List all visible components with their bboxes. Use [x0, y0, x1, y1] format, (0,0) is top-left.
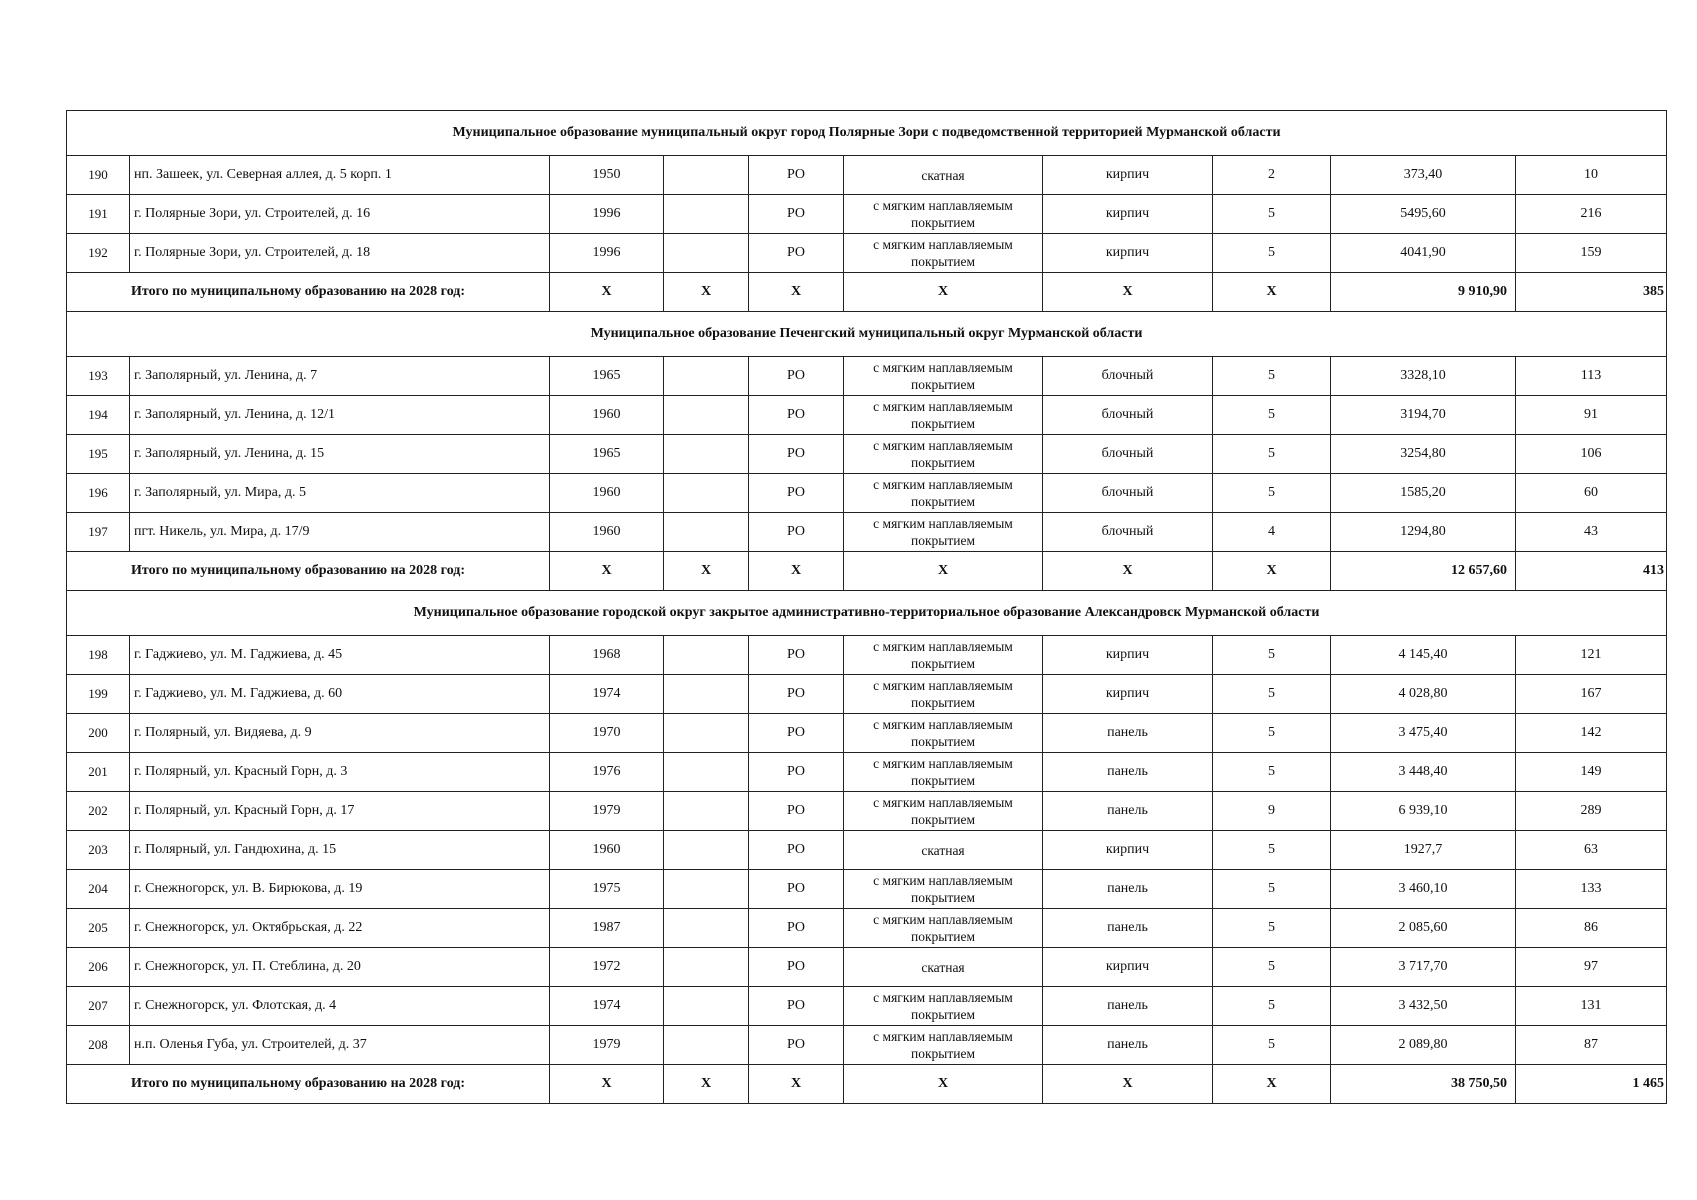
wall-material-cell: кирпич — [1043, 195, 1213, 234]
roof-type-cell: с мягким наплавляемым покрытием — [844, 474, 1043, 513]
address-cell: пгт. Никель, ул. Мира, д. 17/9 — [130, 513, 550, 552]
wall-material-cell: панель — [1043, 870, 1213, 909]
wall-material-cell: панель — [1043, 1026, 1213, 1065]
method-cell: РО — [749, 474, 844, 513]
roof-type-cell: с мягким наплавляемым покрытием — [844, 396, 1043, 435]
extra-cell — [664, 195, 749, 234]
year-cell: 1979 — [550, 1026, 664, 1065]
row-number: 196 — [67, 474, 130, 513]
section-header-row — [67, 312, 1667, 357]
section-title: Муниципальное образование городской округ закрытое административно-территориальное образование Александровск Мурманской области — [67, 591, 1667, 636]
wall-material-cell: панель — [1043, 792, 1213, 831]
residents-cell: 167 — [1516, 675, 1667, 714]
roof-type-cell: с мягким наплавляемым покрытием — [844, 234, 1043, 273]
table-row — [67, 753, 1667, 792]
area-cell: 3 432,50 — [1331, 987, 1516, 1026]
method-cell: РО — [749, 831, 844, 870]
wall-material-cell: кирпич — [1043, 831, 1213, 870]
year-cell: 1968 — [550, 636, 664, 675]
total-mark: X — [749, 552, 844, 591]
address-cell: г. Снежногорск, ул. Флотская, д. 4 — [130, 987, 550, 1026]
residents-cell: 86 — [1516, 909, 1667, 948]
floors-cell: 2 — [1213, 156, 1331, 195]
wall-material-cell: кирпич — [1043, 156, 1213, 195]
residents-cell: 97 — [1516, 948, 1667, 987]
address-cell: г. Полярный, ул. Гандюхина, д. 15 — [130, 831, 550, 870]
floors-cell: 5 — [1213, 870, 1331, 909]
address-cell: г. Полярный, ул. Красный Горн, д. 3 — [130, 753, 550, 792]
total-mark: X — [1043, 273, 1213, 312]
floors-cell: 5 — [1213, 753, 1331, 792]
roof-type-cell: с мягким наплавляемым покрытием — [844, 195, 1043, 234]
year-cell: 1976 — [550, 753, 664, 792]
total-mark: X — [1043, 552, 1213, 591]
extra-cell — [664, 675, 749, 714]
row-number: 201 — [67, 753, 130, 792]
area-cell: 3 475,40 — [1331, 714, 1516, 753]
year-cell: 1960 — [550, 513, 664, 552]
extra-cell — [664, 1026, 749, 1065]
wall-material-cell: блочный — [1043, 474, 1213, 513]
extra-cell — [664, 753, 749, 792]
total-row — [67, 273, 1667, 312]
wall-material-cell: кирпич — [1043, 636, 1213, 675]
area-cell: 2 089,80 — [1331, 1026, 1516, 1065]
total-mark: X — [664, 552, 749, 591]
floors-cell: 5 — [1213, 1026, 1331, 1065]
table-row — [67, 195, 1667, 234]
table-row — [67, 357, 1667, 396]
area-cell: 3 448,40 — [1331, 753, 1516, 792]
area-cell: 3 717,70 — [1331, 948, 1516, 987]
roof-type-cell: с мягким наплавляемым покрытием — [844, 675, 1043, 714]
total-row — [67, 552, 1667, 591]
area-cell: 1927,7 — [1331, 831, 1516, 870]
housing-repair-table — [66, 110, 1667, 1104]
row-number: 207 — [67, 987, 130, 1026]
row-number: 195 — [67, 435, 130, 474]
total-mark: X — [749, 1065, 844, 1104]
row-number: 192 — [67, 234, 130, 273]
residents-cell: 159 — [1516, 234, 1667, 273]
total-residents: 1 465 — [1516, 1065, 1667, 1104]
year-cell: 1974 — [550, 987, 664, 1026]
method-cell: РО — [749, 435, 844, 474]
roof-type-cell: с мягким наплавляемым покрытием — [844, 435, 1043, 474]
year-cell: 1979 — [550, 792, 664, 831]
floors-cell: 5 — [1213, 357, 1331, 396]
section-header-row — [67, 591, 1667, 636]
total-mark: X — [664, 1065, 749, 1104]
floors-cell: 5 — [1213, 948, 1331, 987]
roof-type-cell: с мягким наплавляемым покрытием — [844, 1026, 1043, 1065]
total-mark: X — [1213, 552, 1331, 591]
method-cell: РО — [749, 792, 844, 831]
wall-material-cell: блочный — [1043, 396, 1213, 435]
total-area: 12 657,60 — [1331, 552, 1516, 591]
wall-material-cell: блочный — [1043, 357, 1213, 396]
floors-cell: 5 — [1213, 675, 1331, 714]
roof-type-cell: с мягким наплавляемым покрытием — [844, 909, 1043, 948]
address-cell: г. Гаджиево, ул. М. Гаджиева, д. 45 — [130, 636, 550, 675]
total-area: 9 910,90 — [1331, 273, 1516, 312]
table-row — [67, 1026, 1667, 1065]
address-cell: нп. Зашеек, ул. Северная аллея, д. 5 корп. 1 — [130, 156, 550, 195]
total-mark: X — [550, 552, 664, 591]
total-residents: 385 — [1516, 273, 1667, 312]
table-row — [67, 870, 1667, 909]
row-number: 200 — [67, 714, 130, 753]
extra-cell — [664, 792, 749, 831]
wall-material-cell: панель — [1043, 987, 1213, 1026]
area-cell: 6 939,10 — [1331, 792, 1516, 831]
roof-type-cell: с мягким наплавляемым покрытием — [844, 513, 1043, 552]
floors-cell: 5 — [1213, 831, 1331, 870]
method-cell: РО — [749, 714, 844, 753]
area-cell: 3254,80 — [1331, 435, 1516, 474]
row-number: 199 — [67, 675, 130, 714]
extra-cell — [664, 513, 749, 552]
total-mark: X — [1213, 1065, 1331, 1104]
row-number: 204 — [67, 870, 130, 909]
total-mark: X — [844, 552, 1043, 591]
method-cell: РО — [749, 1026, 844, 1065]
row-number: 206 — [67, 948, 130, 987]
area-cell: 3194,70 — [1331, 396, 1516, 435]
row-number: 208 — [67, 1026, 130, 1065]
wall-material-cell: кирпич — [1043, 234, 1213, 273]
row-number: 198 — [67, 636, 130, 675]
wall-material-cell: панель — [1043, 714, 1213, 753]
roof-type-cell: с мягким наплавляемым покрытием — [844, 357, 1043, 396]
total-mark: X — [749, 273, 844, 312]
row-number: 205 — [67, 909, 130, 948]
row-number: 197 — [67, 513, 130, 552]
method-cell: РО — [749, 870, 844, 909]
method-cell: РО — [749, 234, 844, 273]
extra-cell — [664, 435, 749, 474]
year-cell: 1965 — [550, 357, 664, 396]
area-cell: 1294,80 — [1331, 513, 1516, 552]
area-cell: 3328,10 — [1331, 357, 1516, 396]
extra-cell — [664, 987, 749, 1026]
area-cell: 2 085,60 — [1331, 909, 1516, 948]
table-row — [67, 474, 1667, 513]
row-number: 194 — [67, 396, 130, 435]
floors-cell: 5 — [1213, 909, 1331, 948]
residents-cell: 106 — [1516, 435, 1667, 474]
year-cell: 1972 — [550, 948, 664, 987]
total-mark: X — [1043, 1065, 1213, 1104]
total-label: Итого по муниципальному образованию на 2028 год: — [67, 552, 550, 591]
area-cell: 4 145,40 — [1331, 636, 1516, 675]
roof-type-cell: с мягким наплавляемым покрытием — [844, 714, 1043, 753]
floors-cell: 9 — [1213, 792, 1331, 831]
year-cell: 1996 — [550, 195, 664, 234]
extra-cell — [664, 234, 749, 273]
address-cell: г. Заполярный, ул. Ленина, д. 12/1 — [130, 396, 550, 435]
table-row — [67, 831, 1667, 870]
roof-type-cell: с мягким наплавляемым покрытием — [844, 753, 1043, 792]
section-title: Муниципальное образование Печенгский муниципальный округ Мурманской области — [67, 312, 1667, 357]
wall-material-cell: панель — [1043, 753, 1213, 792]
table-body — [67, 111, 1667, 1104]
year-cell: 1974 — [550, 675, 664, 714]
table-row — [67, 435, 1667, 474]
address-cell: г. Заполярный, ул. Мира, д. 5 — [130, 474, 550, 513]
residents-cell: 87 — [1516, 1026, 1667, 1065]
extra-cell — [664, 909, 749, 948]
area-cell: 5495,60 — [1331, 195, 1516, 234]
address-cell: г. Полярный, ул. Красный Горн, д. 17 — [130, 792, 550, 831]
residents-cell: 10 — [1516, 156, 1667, 195]
address-cell: н.п. Оленья Губа, ул. Строителей, д. 37 — [130, 1026, 550, 1065]
total-mark: X — [844, 273, 1043, 312]
table-row — [67, 675, 1667, 714]
address-cell: г. Полярные Зори, ул. Строителей, д. 16 — [130, 195, 550, 234]
area-cell: 4041,90 — [1331, 234, 1516, 273]
address-cell: г. Снежногорск, ул. П. Стеблина, д. 20 — [130, 948, 550, 987]
table-row — [67, 156, 1667, 195]
address-cell: г. Снежногорск, ул. В. Бирюкова, д. 19 — [130, 870, 550, 909]
floors-cell: 5 — [1213, 714, 1331, 753]
roof-type-cell: с мягким наплавляемым покрытием — [844, 870, 1043, 909]
floors-cell: 5 — [1213, 195, 1331, 234]
total-mark: X — [844, 1065, 1043, 1104]
floors-cell: 4 — [1213, 513, 1331, 552]
section-header-row — [67, 111, 1667, 156]
table-row — [67, 513, 1667, 552]
method-cell: РО — [749, 195, 844, 234]
year-cell: 1950 — [550, 156, 664, 195]
table-row — [67, 714, 1667, 753]
year-cell: 1970 — [550, 714, 664, 753]
floors-cell: 5 — [1213, 435, 1331, 474]
method-cell: РО — [749, 357, 844, 396]
method-cell: РО — [749, 513, 844, 552]
residents-cell: 149 — [1516, 753, 1667, 792]
wall-material-cell: кирпич — [1043, 948, 1213, 987]
floors-cell: 5 — [1213, 234, 1331, 273]
residents-cell: 121 — [1516, 636, 1667, 675]
residents-cell: 133 — [1516, 870, 1667, 909]
year-cell: 1987 — [550, 909, 664, 948]
address-cell: г. Снежногорск, ул. Октябрьская, д. 22 — [130, 909, 550, 948]
row-number: 190 — [67, 156, 130, 195]
table-row — [67, 792, 1667, 831]
floors-cell: 5 — [1213, 474, 1331, 513]
extra-cell — [664, 636, 749, 675]
residents-cell: 63 — [1516, 831, 1667, 870]
extra-cell — [664, 831, 749, 870]
roof-type-cell: скатная — [844, 831, 1043, 870]
total-residents: 413 — [1516, 552, 1667, 591]
method-cell: РО — [749, 156, 844, 195]
wall-material-cell: блочный — [1043, 513, 1213, 552]
row-number: 191 — [67, 195, 130, 234]
table-row — [67, 396, 1667, 435]
total-area: 38 750,50 — [1331, 1065, 1516, 1104]
section-title: Муниципальное образование муниципальный округ город Полярные Зори с подведомственной территорией Мурманской области — [67, 111, 1667, 156]
extra-cell — [664, 156, 749, 195]
row-number: 193 — [67, 357, 130, 396]
method-cell: РО — [749, 948, 844, 987]
floors-cell: 5 — [1213, 396, 1331, 435]
year-cell: 1996 — [550, 234, 664, 273]
extra-cell — [664, 357, 749, 396]
table-row — [67, 987, 1667, 1026]
floors-cell: 5 — [1213, 987, 1331, 1026]
method-cell: РО — [749, 909, 844, 948]
row-number: 203 — [67, 831, 130, 870]
roof-type-cell: с мягким наплавляемым покрытием — [844, 792, 1043, 831]
total-row — [67, 1065, 1667, 1104]
method-cell: РО — [749, 987, 844, 1026]
wall-material-cell: кирпич — [1043, 675, 1213, 714]
total-mark: X — [664, 273, 749, 312]
total-mark: X — [550, 1065, 664, 1104]
table-row — [67, 234, 1667, 273]
area-cell: 4 028,80 — [1331, 675, 1516, 714]
total-mark: X — [1213, 273, 1331, 312]
total-label: Итого по муниципальному образованию на 2028 год: — [67, 1065, 550, 1104]
residents-cell: 142 — [1516, 714, 1667, 753]
residents-cell: 131 — [1516, 987, 1667, 1026]
wall-material-cell: панель — [1043, 909, 1213, 948]
year-cell: 1960 — [550, 396, 664, 435]
residents-cell: 60 — [1516, 474, 1667, 513]
address-cell: г. Полярный, ул. Видяева, д. 9 — [130, 714, 550, 753]
table-row — [67, 636, 1667, 675]
method-cell: РО — [749, 396, 844, 435]
extra-cell — [664, 474, 749, 513]
wall-material-cell: блочный — [1043, 435, 1213, 474]
year-cell: 1960 — [550, 831, 664, 870]
table-row — [67, 909, 1667, 948]
total-label: Итого по муниципальному образованию на 2028 год: — [67, 273, 550, 312]
roof-type-cell: скатная — [844, 156, 1043, 195]
year-cell: 1960 — [550, 474, 664, 513]
residents-cell: 43 — [1516, 513, 1667, 552]
address-cell: г. Гаджиево, ул. М. Гаджиева, д. 60 — [130, 675, 550, 714]
area-cell: 3 460,10 — [1331, 870, 1516, 909]
roof-type-cell: с мягким наплавляемым покрытием — [844, 636, 1043, 675]
roof-type-cell: с мягким наплавляемым покрытием — [844, 987, 1043, 1026]
method-cell: РО — [749, 636, 844, 675]
residents-cell: 216 — [1516, 195, 1667, 234]
roof-type-cell: скатная — [844, 948, 1043, 987]
extra-cell — [664, 714, 749, 753]
extra-cell — [664, 948, 749, 987]
area-cell: 373,40 — [1331, 156, 1516, 195]
table-row — [67, 948, 1667, 987]
total-mark: X — [550, 273, 664, 312]
area-cell: 1585,20 — [1331, 474, 1516, 513]
address-cell: г. Заполярный, ул. Ленина, д. 7 — [130, 357, 550, 396]
address-cell: г. Полярные Зори, ул. Строителей, д. 18 — [130, 234, 550, 273]
floors-cell: 5 — [1213, 636, 1331, 675]
address-cell: г. Заполярный, ул. Ленина, д. 15 — [130, 435, 550, 474]
year-cell: 1965 — [550, 435, 664, 474]
residents-cell: 289 — [1516, 792, 1667, 831]
extra-cell — [664, 396, 749, 435]
row-number: 202 — [67, 792, 130, 831]
residents-cell: 91 — [1516, 396, 1667, 435]
residents-cell: 113 — [1516, 357, 1667, 396]
method-cell: РО — [749, 675, 844, 714]
method-cell: РО — [749, 753, 844, 792]
extra-cell — [664, 870, 749, 909]
year-cell: 1975 — [550, 870, 664, 909]
